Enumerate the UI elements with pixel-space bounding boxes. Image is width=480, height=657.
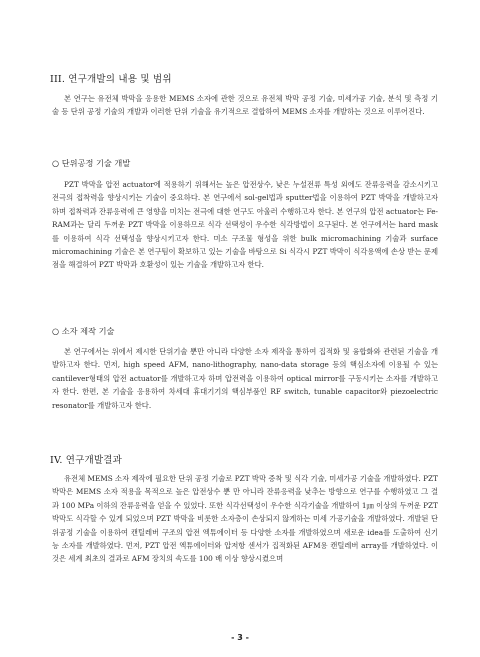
unit-process-paragraph: PZT 박막을 압전 actuator에 적용하기 위해서는 높은 압전상수, 낮은 누설전류 특성 외에도 잔류응력을 감소시키고 전극의 접착력을 향상시키는 기술이 중요하다. 본 연구에서 sol-gel법과 sputter법을 이용하여 PZT 박막을 개발하고자 하며 접착력과 잔류응력에 큰 영향을 미치는 전극에 대한 연구도 아울러 수행하고자 한다. 본 연구의 압전 actuator는 Fe-RAM과는 달리 두꺼운 PZT 박막을 이용하므로 식각 선택성이 우수한 식각방법이 요구된다. 본 연구에서는 hard mask를 이용하여 식각 선택성을 향상시키고자 한다. 미소 구조물 형성을 위한 bulk micromachining 기술과 surface micromachining 기술은 본 연구팀이 확보하고 있는 기술을 바탕으로 Si 식각시 PZT 박막이 식각용액에 손상 받는 문제점을 해결하여 PZT 박막과 호환성이 있는 기술을 개발하고자 한다. — [52, 180, 438, 270]
scope-intro-paragraph: 본 연구는 유전체 박막을 응용한 MEMS 소자에 관한 것으로 유전체 박막 공정 기술, 미세가공 기술, 분석 및 측정 기술 등 단위 공정 기술의 개발과 이러한 단위 기술을 유기적으로 결합하여 MEMS 소자를 개발하는 것으로 이루어진다. — [52, 94, 438, 117]
section-heading-scope: III. 연구개발의 내용 및 범위 — [50, 74, 172, 85]
subsection-title-unit-process: ○ 단위공정 기술 개발 — [52, 158, 131, 168]
subsection-title-device-fabrication: ○ 소자 제작 기술 — [52, 326, 115, 336]
results-paragraph: 유전체 MEMS 소자 제작에 필요한 단위 공정 기술로 PZT 박막 증착 및 식각 기술, 미세가공 기술을 개발하였다. PZT 박막은 MEMS 소자 적용을 목적으로 높은 압전상수 뿐 만 아니라 잔류응력을 낮추는 방향으로 연구를 수행하였고 그 결과 100 MPa 이하의 잔류응력을 얻을 수 있었다. 또한 식각선택성이 우수한 식각기술을 개발하여 1㎛ 이상의 두꺼운 PZT 박막도 식각할 수 있게 되었으며 PZT 박막을 비롯한 소자층이 손상되지 않게하는 미세 가공기술을 개발하였다. 개발된 단위공정 기술을 이용하여 캔틸레버 구조의 압전 엑튜에이터 등 다양한 소자를 개발하였으며 새로운 idea를 도출하여 신기능 소자를 개발하였다. 먼저, PZT 압전 엑튜에이터와 압저항 센서가 집적화된 AFM용 캔틸레버 array를 개발하였다. 이것은 세계 최초의 결과로 AFM 장치의 속도를 100 배 이상 향상시켰으며 — [52, 474, 438, 564]
section-heading-results: IV. 연구개발결과 — [50, 455, 123, 466]
device-fabrication-paragraph: 본 연구에서는 위에서 제시한 단위기술 뿐만 아니라 다양한 소자 제작을 통하여 집적화 및 융합화와 관련된 기술을 개발하고자 한다. 먼저, high speed AFM, nano-lithography, nano-data storage 등의 핵심소자에 이용될 수 있는 cantilever형태의 압전 actuator를 개발하고자 하며 압전력을 이용하여 optical mirror를 구동시키는 소자를 개발하고자 한다. 한편, 본 기술을 응용하여 차세대 휴대기기의 핵심부품인 RF switch, tunable capacitor와 piezoelectric resonator를 개발하고자 한다. — [52, 347, 438, 410]
page-number: - 3 - — [231, 633, 249, 642]
